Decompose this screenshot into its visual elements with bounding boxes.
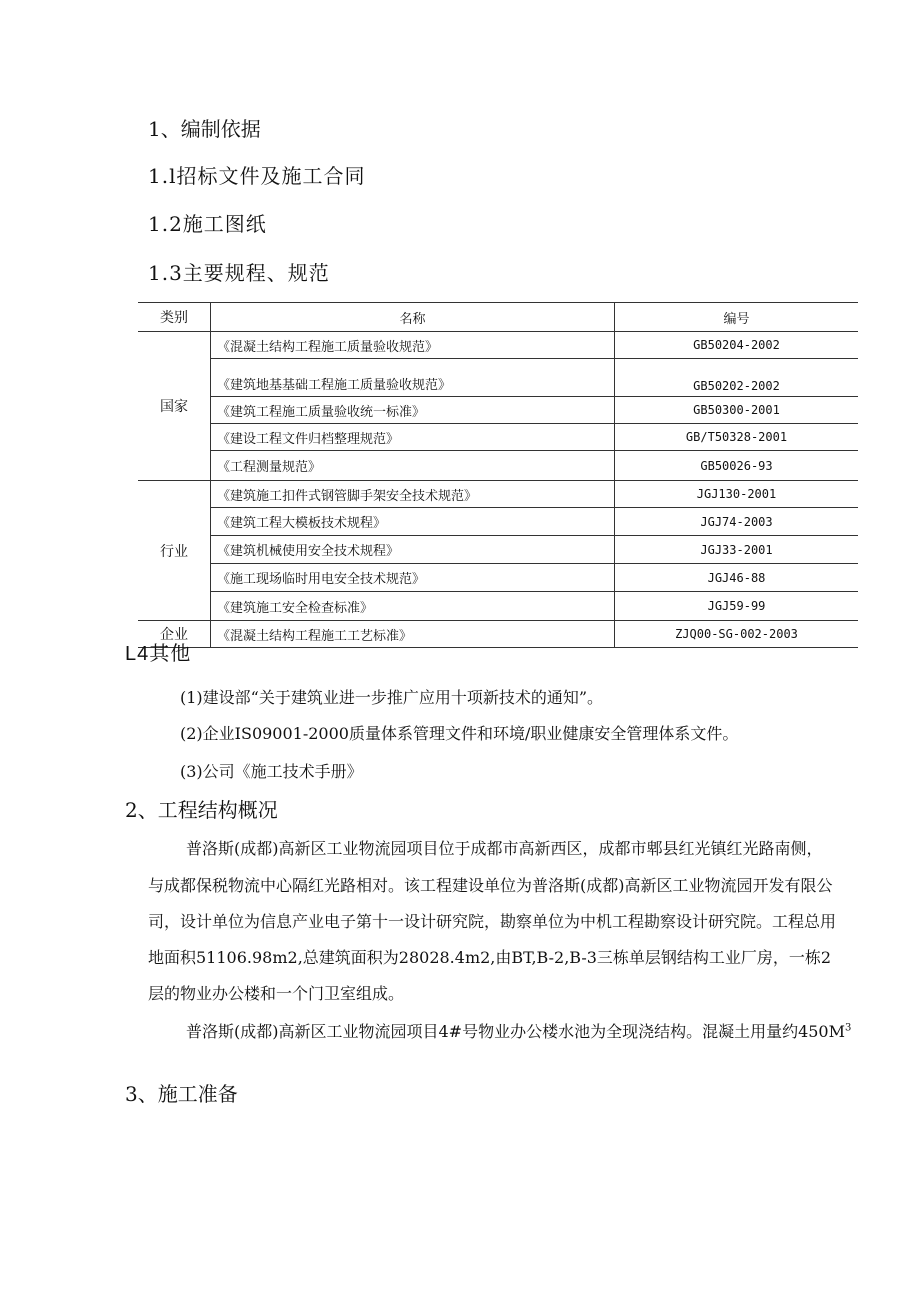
table-row — [138, 481, 858, 508]
standard-name: 《建筑工程大模板技术规程》 — [211, 508, 615, 536]
header-name: 名称 — [211, 303, 615, 332]
standard-name: 《混凝土结构工程施工质量验收规范》 — [211, 332, 615, 359]
table-row — [138, 621, 858, 648]
overview-line-4: 地面积51106.98m2,总建筑面积为28028.4m2,由BT,B-2,B-3三栋单层钢结构工业厂房，一栋2 — [148, 948, 832, 967]
section-1-1-heading: 1.l招标文件及施工合同 — [148, 164, 366, 188]
standard-name: 《建筑施工安全检查标准》 — [211, 592, 615, 621]
superscript: 3 — [845, 1022, 852, 1034]
table-row — [138, 359, 858, 397]
table-row — [138, 508, 858, 536]
section-1-3-heading: 1.3主要规程、规范 — [148, 261, 330, 285]
overview-line-2: 与成都保税物流中心隔红光路相对。该工程建设单位为普洛斯(成都)高新区工业物流园开发有限公 — [148, 876, 833, 895]
standard-name: 《工程测量规范》 — [211, 451, 615, 481]
standard-code: GB50204-2002 — [615, 332, 859, 359]
overview-paragraph-2 — [186, 1019, 851, 1042]
other-item-1: (1)建设部“关于建筑业进一步推广应用十项新技术的通知”。 — [180, 688, 604, 707]
standard-name: 《建筑工程施工质量验收统一标准》 — [211, 397, 615, 424]
standard-name: 《建筑机械使用安全技术规程》 — [211, 536, 615, 564]
table-row — [138, 536, 858, 564]
other-item-2: (2)企业IS09001-2000质量体系管理文件和环境/职业健康安全管理体系文件。 — [180, 724, 739, 743]
category-cell: 行业 — [138, 481, 211, 621]
standard-code: GB50026-93 — [615, 451, 859, 481]
table-row — [138, 397, 858, 424]
table-row — [138, 332, 858, 359]
header-code: 编号 — [615, 303, 859, 332]
other-item-3: (3)公司《施工技术手册》 — [180, 762, 363, 781]
standard-code: GB/T50328-2001 — [615, 424, 859, 451]
section-1-4-heading: L4其他 — [125, 643, 192, 665]
category-cell: 国家 — [138, 332, 211, 481]
standard-name: 《建筑施工扣件式钢管脚手架安全技术规范》 — [211, 481, 615, 508]
standards-table — [138, 302, 858, 648]
table-row — [138, 564, 858, 592]
standard-name: 《建设工程文件归档整理规范》 — [211, 424, 615, 451]
standard-code: GB50202-2002 — [615, 359, 859, 397]
section-1-2-heading: 1.2施工图纸 — [148, 212, 267, 236]
overview-line-3: 司，设计单位为信息产业电子第十一设计研究院，勘察单位为中机工程勘察设计研究院。工程总用 — [148, 912, 837, 931]
section-1-title: 1、编制依据 — [148, 117, 261, 141]
overview-line-1: 普洛斯(成都)高新区工业物流园项目位于成都市高新西区，成都市郫县红光镇红光路南侧， — [186, 839, 823, 858]
standard-name: 《建筑地基基础工程施工质量验收规范》 — [211, 359, 615, 397]
standard-code: ZJQ00-SG-002-2003 — [615, 621, 859, 648]
standard-code: GB50300-2001 — [615, 397, 859, 424]
section-3-title: 3、施工准备 — [125, 1082, 238, 1106]
overview-paragraph-2-text: 普洛斯(成都)高新区工业物流园项目4#号物业办公楼水池为全现浇结构。混凝土用量约450M — [186, 1022, 845, 1041]
table-header-row — [138, 303, 858, 332]
standard-name: 《混凝土结构工程施工工艺标准》 — [211, 621, 615, 648]
standard-code: JGJ130-2001 — [615, 481, 859, 508]
header-category: 类别 — [138, 303, 211, 332]
category-cell: 企业 — [138, 621, 211, 648]
standard-code: JGJ74-2003 — [615, 508, 859, 536]
standard-name: 《施工现场临时用电安全技术规范》 — [211, 564, 615, 592]
standard-code: JGJ33-2001 — [615, 536, 859, 564]
overview-line-5: 层的物业办公楼和一个门卫室组成。 — [148, 984, 405, 1003]
table-row — [138, 592, 858, 621]
section-2-title: 2、工程结构概况 — [125, 798, 278, 822]
standard-code: JGJ59-99 — [615, 592, 859, 621]
table-row — [138, 424, 858, 451]
table-row — [138, 451, 858, 481]
standard-code: JGJ46-88 — [615, 564, 859, 592]
